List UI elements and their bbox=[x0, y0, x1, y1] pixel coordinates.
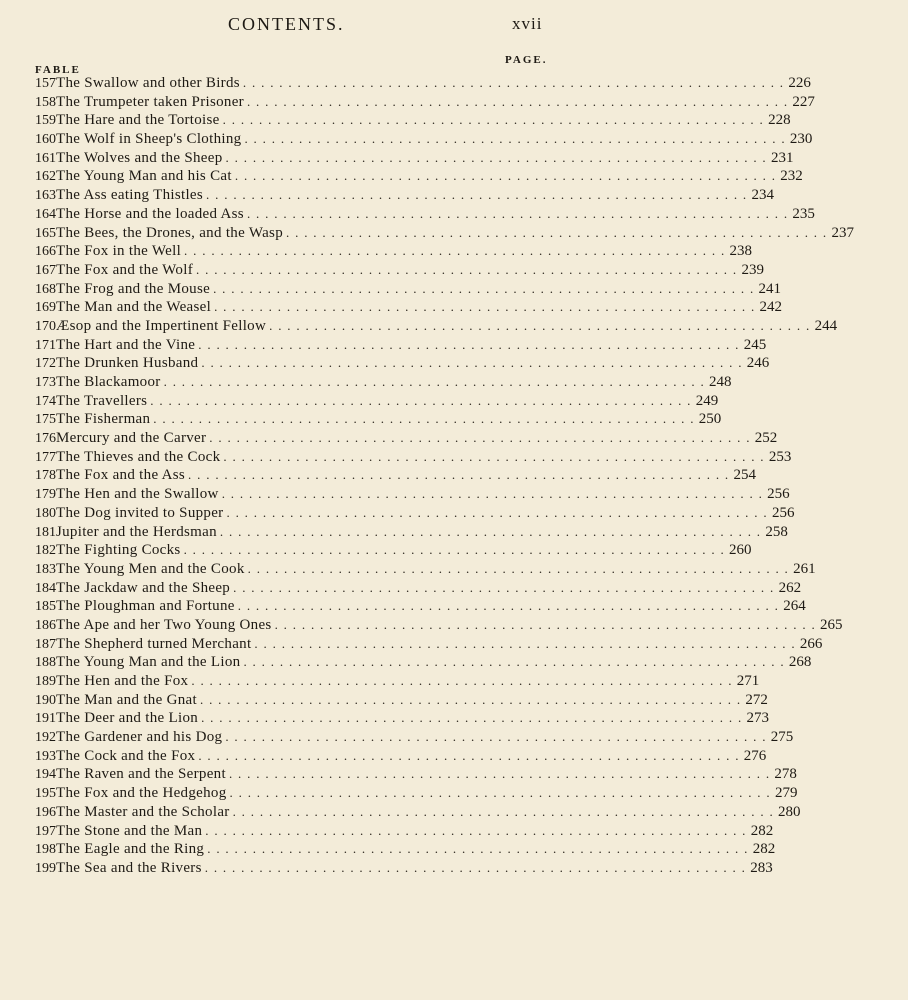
fable-title: The Thieves and the Cock bbox=[56, 448, 221, 465]
fable-number: 190 bbox=[35, 692, 56, 708]
page-reference: 266 bbox=[799, 635, 823, 652]
dot-leader: . . . . . . . . . . . . . . . . . . . . . . . . . . . . . . . . . . . . . . . . . . . . . . . . . . . . . . . . . . . . bbox=[209, 430, 751, 446]
page-reference: 271 bbox=[736, 673, 760, 689]
column-headings bbox=[0, 54, 622, 74]
fable-title: The Young Man and his Cat bbox=[56, 168, 232, 185]
fable-number: 192 bbox=[35, 730, 56, 746]
contents-entry bbox=[0, 167, 803, 186]
contents-entry bbox=[0, 317, 838, 336]
contents-entry bbox=[0, 803, 801, 822]
fable-number: 170 bbox=[35, 318, 56, 334]
fable-title: The Young Man and the Lion bbox=[56, 654, 241, 671]
fable-number: 157 bbox=[35, 76, 56, 91]
dot-leader: . . . . . . . . . . . . . . . . . . . . . . . . . . . . . . . . . . . . . . . . . . . . . . . . . . . . . . . . . . . . bbox=[163, 374, 706, 389]
contents-entry bbox=[0, 747, 767, 766]
page-reference: 272 bbox=[745, 691, 768, 708]
fable-number: 167 bbox=[35, 262, 56, 278]
page-reference: 250 bbox=[698, 411, 722, 428]
contents-entry bbox=[0, 280, 782, 299]
fable-title: The Hare and the Tortoise bbox=[56, 112, 220, 129]
dot-leader: . . . . . . . . . . . . . . . . . . . . . . . . . . . . . . . . . . . . . . . . . . . . . . . . . . . . . . . . . . . . bbox=[237, 598, 780, 614]
fable-number: 171 bbox=[35, 337, 56, 353]
fable-number: 179 bbox=[35, 487, 56, 503]
page-reference: 265 bbox=[820, 616, 843, 633]
page-reference: 262 bbox=[778, 579, 802, 596]
contents-entry bbox=[0, 429, 778, 448]
page-reference: 226 bbox=[788, 75, 811, 91]
dot-leader: . . . . . . . . . . . . . . . . . . . . . . . . . . . . . . . . . . . . . . . . . . . . . . . . . . . . . . . . . . . . bbox=[244, 131, 786, 147]
dot-leader: . . . . . . . . . . . . . . . . . . . . . . . . . . . . . . . . . . . . . . . . . . . . . . . . . . . . . . . . . . . . bbox=[243, 654, 785, 670]
contents-entry bbox=[0, 354, 770, 373]
contents-entry bbox=[0, 373, 732, 392]
fable-number: 196 bbox=[35, 804, 56, 820]
fable-title: The Fisherman bbox=[56, 411, 151, 428]
fable-title: The Man and the Weasel bbox=[56, 299, 212, 316]
page-reference: 230 bbox=[789, 131, 813, 148]
dot-leader: . . . . . . . . . . . . . . . . . . . . . . . . . . . . . . . . . . . . . . . . . . . . . . . . . . . . . . . . . . . . bbox=[183, 542, 726, 558]
fable-number: 162 bbox=[35, 169, 56, 185]
page-reference: 268 bbox=[788, 654, 812, 671]
fable-title: The Master and the Scholar bbox=[56, 803, 230, 820]
fable-column-heading: FABLE bbox=[35, 64, 81, 76]
fable-title: The Eagle and the Ring bbox=[56, 841, 205, 858]
fable-title: The Gardener and his Dog bbox=[56, 729, 223, 746]
page-reference: 264 bbox=[783, 598, 806, 615]
fable-number: 197 bbox=[35, 823, 56, 839]
contents-entry bbox=[0, 74, 811, 93]
fable-title: The Jackdaw and the Sheep bbox=[56, 579, 231, 596]
fable-number: 174 bbox=[35, 393, 56, 409]
page-reference: 252 bbox=[754, 430, 778, 447]
dot-leader: . . . . . . . . . . . . . . . . . . . . . . . . . . . . . . . . . . . . . . . . . . . . . . . . . . . . . . . . . . . . bbox=[201, 355, 743, 371]
contents-entry bbox=[0, 242, 752, 261]
contents-entry bbox=[0, 560, 816, 579]
contents-entry bbox=[0, 336, 767, 355]
dot-leader: . . . . . . . . . . . . . . . . . . . . . . . . . . . . . . . . . . . . . . . . . . . . . . . . . . . . . . . . . . . . bbox=[223, 448, 765, 464]
contents-entry bbox=[0, 504, 795, 523]
fable-number: 184 bbox=[35, 580, 56, 596]
fable-title: The Hen and the Fox bbox=[56, 673, 189, 689]
fable-number: 181 bbox=[35, 524, 56, 540]
page-title: CONTENTS. bbox=[228, 14, 345, 34]
fable-number: 172 bbox=[35, 356, 56, 372]
fable-title: The Deer and the Lion bbox=[56, 710, 199, 727]
dot-leader: . . . . . . . . . . . . . . . . . . . . . . . . . . . . . . . . . . . . . . . . . . . . . . . . . . . . . . . . . . . . bbox=[242, 75, 785, 90]
dot-leader: . . . . . . . . . . . . . . . . . . . . . . . . . . . . . . . . . . . . . . . . . . . . . . . . . . . . . . . . . . . . bbox=[234, 168, 777, 184]
fable-title: The Fox and the Ass bbox=[56, 467, 186, 484]
fable-title: Jupiter and the Herdsman bbox=[56, 523, 217, 540]
dot-leader: . . . . . . . . . . . . . . . . . . . . . . . . . . . . . . . . . . . . . . . . . . . . . . . . . . . . . . . . . . . . bbox=[184, 243, 726, 259]
page-reference: 237 bbox=[831, 224, 854, 241]
fable-number: 180 bbox=[35, 505, 56, 521]
dot-leader: . . . . . . . . . . . . . . . . . . . . . . . . . . . . . . . . . . . . . . . . . . . . . . . . . . . . . . . . . . . . bbox=[198, 747, 740, 763]
page-reference: 227 bbox=[792, 93, 815, 110]
fable-title: The Ass eating Thistles bbox=[56, 187, 204, 204]
fable-number: 177 bbox=[35, 449, 56, 465]
contents-entry bbox=[0, 822, 774, 841]
contents-entry bbox=[0, 130, 813, 149]
contents-entry bbox=[0, 466, 756, 485]
dot-leader: . . . . . . . . . . . . . . . . . . . . . . . . . . . . . . . . . . . . . . . . . . . . . . . . . . . . . . . . . . . . bbox=[286, 224, 828, 240]
running-head bbox=[0, 14, 622, 38]
fable-number: 161 bbox=[35, 150, 56, 166]
dot-leader: . . . . . . . . . . . . . . . . . . . . . . . . . . . . . . . . . . . . . . . . . . . . . . . . . . . . . . . . . . . . bbox=[219, 523, 762, 539]
fable-title: The Fox and the Hedgehog bbox=[56, 785, 227, 802]
contents-entry bbox=[0, 186, 774, 205]
fable-number: 164 bbox=[35, 206, 56, 222]
dot-leader: . . . . . . . . . . . . . . . . . . . . . . . . . . . . . . . . . . . . . . . . . . . . . . . . . . . . . . . . . . . . bbox=[274, 616, 817, 632]
dot-leader: . . . . . . . . . . . . . . . . . . . . . . . . . . . . . . . . . . . . . . . . . . . . . . . . . . . . . . . . . . . . bbox=[225, 729, 767, 745]
contents-entry bbox=[0, 672, 760, 691]
page-reference: 234 bbox=[751, 187, 774, 204]
fable-title: The Fighting Cocks bbox=[56, 542, 181, 559]
contents-entry bbox=[0, 93, 815, 112]
page-reference: 282 bbox=[750, 822, 774, 839]
fable-number: 183 bbox=[35, 561, 56, 577]
dot-leader: . . . . . . . . . . . . . . . . . . . . . . . . . . . . . . . . . . . . . . . . . . . . . . . . . . . . . . . . . . . . bbox=[226, 504, 768, 520]
fable-title: The Wolf in Sheep's Clothing bbox=[56, 131, 242, 148]
page-number: xvii bbox=[512, 14, 543, 33]
contents-entry bbox=[0, 709, 770, 728]
fable-title: The Travellers bbox=[56, 392, 148, 409]
contents-entry bbox=[0, 691, 768, 710]
dot-leader: . . . . . . . . . . . . . . . . . . . . . . . . . . . . . . . . . . . . . . . . . . . . . . . . . . . . . . . . . . . . bbox=[222, 112, 765, 128]
fable-title: The Shepherd turned Merchant bbox=[56, 635, 252, 652]
fable-number: 159 bbox=[35, 113, 56, 129]
contents-entry bbox=[0, 448, 792, 467]
page-reference: 278 bbox=[774, 766, 797, 783]
page-reference: 244 bbox=[814, 317, 838, 334]
fable-number: 195 bbox=[35, 786, 56, 802]
dot-leader: . . . . . . . . . . . . . . . . . . . . . . . . . . . . . . . . . . . . . . . . . . . . . . . . . . . . . . . . . . . . bbox=[207, 841, 749, 857]
dot-leader: . . . . . . . . . . . . . . . . . . . . . . . . . . . . . . . . . . . . . . . . . . . . . . . . . . . . . . . . . . . . bbox=[213, 280, 755, 296]
fable-title: The Hen and the Swallow bbox=[56, 486, 219, 503]
fable-title: The Raven and the Serpent bbox=[56, 766, 226, 783]
contents-entry bbox=[0, 205, 815, 224]
fable-number: 173 bbox=[35, 375, 56, 390]
fable-number: 160 bbox=[35, 132, 56, 148]
dot-leader: . . . . . . . . . . . . . . . . . . . . . . . . . . . . . . . . . . . . . . . . . . . . . . . . . . . . . . . . . . . . bbox=[198, 336, 740, 352]
fable-number: 189 bbox=[35, 674, 56, 689]
contents-entry bbox=[0, 298, 783, 317]
fable-number: 198 bbox=[35, 842, 56, 858]
fable-number: 185 bbox=[35, 599, 56, 615]
page-reference: 260 bbox=[729, 542, 752, 559]
page-reference: 246 bbox=[746, 355, 770, 372]
fable-title: The Swallow and other Birds bbox=[56, 75, 240, 91]
contents-entry bbox=[0, 597, 806, 616]
fable-number: 191 bbox=[35, 711, 56, 727]
page-reference: 279 bbox=[774, 785, 798, 802]
fable-number: 182 bbox=[35, 543, 56, 559]
dot-leader: . . . . . . . . . . . . . . . . . . . . . . . . . . . . . . . . . . . . . . . . . . . . . . . . . . . . . . . . . . . . bbox=[188, 467, 730, 483]
fable-title: The Sea and the Rivers bbox=[56, 859, 202, 876]
page-reference: 276 bbox=[743, 747, 767, 764]
contents-entry bbox=[0, 111, 791, 130]
fable-title: The Wolves and the Sheep bbox=[56, 149, 223, 166]
page-reference: 245 bbox=[743, 336, 767, 353]
fable-number: 187 bbox=[35, 636, 56, 652]
fable-title: The Drunken Husband bbox=[56, 355, 199, 372]
dot-leader: . . . . . . . . . . . . . . . . . . . . . . . . . . . . . . . . . . . . . . . . . . . . . . . . . . . . . . . . . . . . bbox=[153, 411, 695, 427]
fable-number: 194 bbox=[35, 767, 56, 783]
dot-leader: . . . . . . . . . . . . . . . . . . . . . . . . . . . . . . . . . . . . . . . . . . . . . . . . . . . . . . . . . . . . bbox=[150, 392, 692, 408]
fable-number: 168 bbox=[35, 281, 56, 297]
page-reference: 282 bbox=[752, 841, 776, 858]
page-reference: 256 bbox=[767, 486, 790, 503]
contents-entry bbox=[0, 579, 802, 598]
fable-number: 178 bbox=[35, 468, 56, 484]
dot-leader: . . . . . . . . . . . . . . . . . . . . . . . . . . . . . . . . . . . . . . . . . . . . . . . . . . . . . . . . . . . . bbox=[229, 785, 771, 801]
contents-entry bbox=[0, 859, 773, 878]
fable-title: Mercury and the Carver bbox=[56, 430, 207, 447]
fable-title: Æsop and the Impertinent Fellow bbox=[56, 317, 267, 334]
contents-entry bbox=[0, 541, 752, 560]
page-reference: 248 bbox=[709, 374, 732, 390]
dot-leader: . . . . . . . . . . . . . . . . . . . . . . . . . . . . . . . . . . . . . . . . . . . . . . . . . . . . . . . . . . . . bbox=[205, 822, 747, 838]
page-reference: 232 bbox=[780, 168, 803, 185]
contents-list bbox=[0, 74, 854, 878]
contents-entry bbox=[0, 485, 790, 504]
fable-number: 163 bbox=[35, 188, 56, 204]
fable-number: 158 bbox=[35, 94, 56, 110]
dot-leader: . . . . . . . . . . . . . . . . . . . . . . . . . . . . . . . . . . . . . . . . . . . . . . . . . . . . . . . . . . . . bbox=[196, 261, 738, 277]
dot-leader: . . . . . . . . . . . . . . . . . . . . . . . . . . . . . . . . . . . . . . . . . . . . . . . . . . . . . . . . . . . . bbox=[246, 205, 789, 221]
dot-leader: . . . . . . . . . . . . . . . . . . . . . . . . . . . . . . . . . . . . . . . . . . . . . . . . . . . . . . . . . . . . bbox=[254, 635, 796, 651]
dot-leader: . . . . . . . . . . . . . . . . . . . . . . . . . . . . . . . . . . . . . . . . . . . . . . . . . . . . . . . . . . . . bbox=[199, 691, 742, 707]
page-reference: 235 bbox=[792, 205, 815, 222]
fable-title: The Frog and the Mouse bbox=[56, 280, 211, 297]
fable-title: The Stone and the Man bbox=[56, 822, 203, 839]
fable-title: The Ape and her Two Young Ones bbox=[56, 616, 272, 633]
page-reference: 273 bbox=[746, 710, 770, 727]
dot-leader: . . . . . . . . . . . . . . . . . . . . . . . . . . . . . . . . . . . . . . . . . . . . . . . . . . . . . . . . . . . . bbox=[214, 299, 756, 315]
fable-number: 165 bbox=[35, 225, 56, 241]
dot-leader: . . . . . . . . . . . . . . . . . . . . . . . . . . . . . . . . . . . . . . . . . . . . . . . . . . . . . . . . . . . . bbox=[201, 710, 743, 726]
contents-entry bbox=[0, 728, 794, 747]
page-reference: 280 bbox=[778, 803, 801, 820]
fable-title: The Fox and the Wolf bbox=[56, 261, 193, 278]
dot-leader: . . . . . . . . . . . . . . . . . . . . . . . . . . . . . . . . . . . . . . . . . . . . . . . . . . . . . . . . . . . . bbox=[246, 93, 789, 109]
contents-entry bbox=[0, 616, 843, 635]
contents-entry bbox=[0, 392, 719, 411]
page-column-heading: PAGE. bbox=[505, 54, 548, 66]
dot-leader: . . . . . . . . . . . . . . . . . . . . . . . . . . . . . . . . . . . . . . . . . . . . . . . . . . . . . . . . . . . . bbox=[206, 187, 748, 203]
fable-title: The Fox in the Well bbox=[56, 243, 182, 260]
dot-leader: . . . . . . . . . . . . . . . . . . . . . . . . . . . . . . . . . . . . . . . . . . . . . . . . . . . . . . . . . . . . bbox=[269, 317, 811, 333]
page-reference: 249 bbox=[695, 392, 719, 409]
fable-number: 199 bbox=[35, 860, 56, 876]
dot-leader: . . . . . . . . . . . . . . . . . . . . . . . . . . . . . . . . . . . . . . . . . . . . . . . . . . . . . . . . . . . . bbox=[228, 766, 771, 782]
page-reference: 242 bbox=[759, 299, 783, 316]
fable-title: The Horse and the loaded Ass bbox=[56, 205, 244, 222]
page-reference: 253 bbox=[768, 448, 792, 465]
page-reference: 256 bbox=[771, 504, 795, 521]
fable-title: The Young Men and the Cook bbox=[56, 560, 245, 577]
page-reference: 275 bbox=[770, 729, 794, 746]
dot-leader: . . . . . . . . . . . . . . . . . . . . . . . . . . . . . . . . . . . . . . . . . . . . . . . . . . . . . . . . . . . . bbox=[225, 149, 767, 165]
contents-entry bbox=[0, 261, 764, 280]
page-reference: 254 bbox=[733, 467, 756, 484]
page-reference: 241 bbox=[758, 280, 782, 297]
dot-leader: . . . . . . . . . . . . . . . . . . . . . . . . . . . . . . . . . . . . . . . . . . . . . . . . . . . . . . . . . . . . bbox=[221, 486, 764, 502]
page-reference: 283 bbox=[750, 859, 773, 876]
fable-number: 186 bbox=[35, 617, 56, 633]
page-reference: 239 bbox=[741, 261, 764, 278]
fable-title: The Bees, the Drones, and the Wasp bbox=[56, 224, 283, 241]
dot-leader: . . . . . . . . . . . . . . . . . . . . . . . . . . . . . . . . . . . . . . . . . . . . . . . . . . . . . . . . . . . . bbox=[232, 803, 775, 819]
contents-entry bbox=[0, 410, 722, 429]
contents-entry bbox=[0, 635, 823, 654]
dot-leader: . . . . . . . . . . . . . . . . . . . . . . . . . . . . . . . . . . . . . . . . . . . . . . . . . . . . . . . . . . . . bbox=[204, 859, 747, 875]
dot-leader: . . . . . . . . . . . . . . . . . . . . . . . . . . . . . . . . . . . . . . . . . . . . . . . . . . . . . . . . . . . . bbox=[233, 579, 775, 595]
page-reference: 258 bbox=[765, 523, 788, 540]
fable-number: 188 bbox=[35, 655, 56, 671]
fable-title: The Blackamoor bbox=[56, 374, 161, 390]
page-reference: 238 bbox=[729, 243, 752, 260]
fable-number: 193 bbox=[35, 748, 56, 764]
page-reference: 231 bbox=[770, 149, 794, 166]
fable-number: 166 bbox=[35, 244, 56, 260]
fable-title: The Ploughman and Fortune bbox=[56, 598, 235, 615]
fable-number: 169 bbox=[35, 300, 56, 316]
fable-title: The Man and the Gnat bbox=[56, 691, 197, 708]
page-reference: 228 bbox=[768, 112, 791, 129]
contents-entry bbox=[0, 224, 854, 243]
contents-entry bbox=[0, 653, 812, 672]
fable-number: 176 bbox=[35, 431, 56, 447]
fable-title: The Dog invited to Supper bbox=[56, 504, 224, 521]
contents-entry bbox=[0, 765, 797, 784]
fable-title: The Hart and the Vine bbox=[56, 336, 196, 353]
dot-leader: . . . . . . . . . . . . . . . . . . . . . . . . . . . . . . . . . . . . . . . . . . . . . . . . . . . . . . . . . . . . bbox=[247, 560, 790, 576]
contents-entry bbox=[0, 149, 794, 168]
page-reference: 261 bbox=[793, 560, 816, 577]
contents-entry bbox=[0, 784, 798, 803]
dot-leader: . . . . . . . . . . . . . . . . . . . . . . . . . . . . . . . . . . . . . . . . . . . . . . . . . . . . . . . . . . . . bbox=[191, 673, 733, 688]
contents-entry bbox=[0, 523, 788, 542]
fable-title: The Trumpeter taken Prisoner bbox=[56, 93, 244, 110]
fable-number: 175 bbox=[35, 412, 56, 428]
contents-entry bbox=[0, 840, 776, 859]
fable-title: The Cock and the Fox bbox=[56, 747, 196, 764]
